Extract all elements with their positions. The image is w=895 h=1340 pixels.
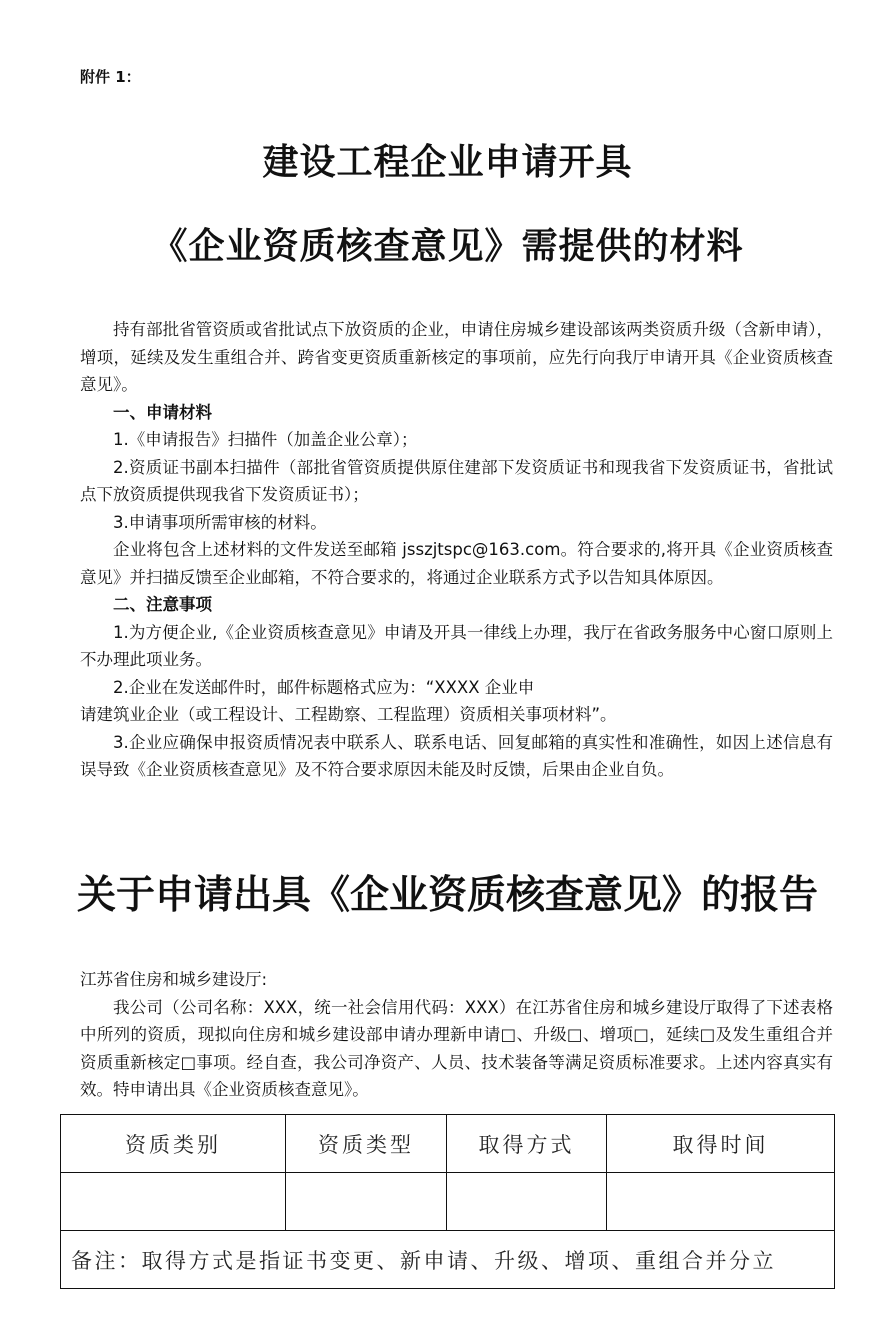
- cell-category: [61, 1173, 286, 1231]
- title-line-1: 建设工程企业申请开具: [262, 141, 633, 183]
- table-note-row: [61, 1231, 835, 1289]
- section2-item-3: 3.企业应确保申报资质情况表中联系人、联系电话、回复邮箱的真实性和准确性，如因上述信息有误导致《企业资质核查意见》及不符合要求原因未能及时反馈，后果由企业自负。: [80, 732, 833, 779]
- section1-item-1: 1.《申请报告》扫描件（加盖企业公章）；: [113, 430, 418, 449]
- qualification-table: [60, 1114, 835, 1289]
- cell-type: [286, 1173, 447, 1231]
- section1-item-2: 2.资质证书副本扫描件（部批省管资质提供原住建部下发资质证书和现我省下发资质证书，省批试点下放资质提供现我省下发资质证书）；: [80, 457, 833, 504]
- section2-heading: 二、注意事项: [113, 595, 212, 614]
- table-row: [61, 1173, 835, 1231]
- section2-item-1: 1.为方便企业,《企业资质核查意见》申请及开具一律线上办理，我厅在省政务服务中心窗口原则上不办理此项业务。: [80, 622, 833, 669]
- header-time: 取得时间: [607, 1115, 835, 1173]
- report-paragraph: 我公司（公司名称：XXX，统一社会信用代码：XXX）在江苏省住房和城乡建设厅取得了下述表格中所列的资质，现拟向住房和城乡建设部申请办理新申请□、升级□、增项□，延续□及发生重组合并资质重新核定□事项。经自查，我公司净资产、人员、技术装备等满足资质标准要求。上述内容真实有效。特申请出具《企业资质核查意见》。: [80, 997, 833, 1099]
- intro-paragraph: 持有部批省管资质或省批试点下放资质的企业，申请住房城乡建设部该两类资质升级（含新申请），增项，延续及发生重组合并、跨省变更资质重新核定的事项前，应先行向我厅申请开具《企业资质核查意见》。: [80, 320, 833, 394]
- header-category: 资质类别: [61, 1115, 286, 1173]
- header-method: 取得方式: [447, 1115, 607, 1173]
- materials-section: [80, 316, 833, 784]
- table-note: 备注：取得方式是指证书变更、新申请、升级、增项、重组合并分立: [61, 1231, 835, 1289]
- table-header-row: [61, 1115, 835, 1173]
- section2-item-2b: 请建筑业企业（或工程设计、工程勘察、工程监理）资质相关事项材料”。: [80, 705, 617, 724]
- section2-item-2a: 2.企业在发送邮件时，邮件标题格式应为：“XXXX 企业申: [113, 677, 535, 697]
- cell-method: [447, 1173, 607, 1231]
- report-body: [80, 966, 833, 1104]
- report-salutation: 江苏省住房和城乡建设厅:: [80, 970, 268, 989]
- cell-time: [607, 1173, 835, 1231]
- report-title: 关于申请出具《企业资质核查意见》的报告: [76, 872, 818, 918]
- email-note: 企业将包含上述材料的文件发送至邮箱 jsszjtspc@163.com。符合要求的,将开具《企业资质核查意见》并扫描反馈至企业邮箱，不符合要求的，将通过企业联系方式予以告知具体原因。: [80, 540, 833, 587]
- attachment-label: 附件 1：: [80, 68, 141, 86]
- section1-item-3: 3.申请事项所需审核的材料。: [113, 512, 327, 532]
- header-type: 资质类型: [286, 1115, 447, 1173]
- title-line-2: 《企业资质核查意见》需提供的材料: [151, 225, 744, 267]
- section1-heading: 一、申请材料: [113, 402, 212, 422]
